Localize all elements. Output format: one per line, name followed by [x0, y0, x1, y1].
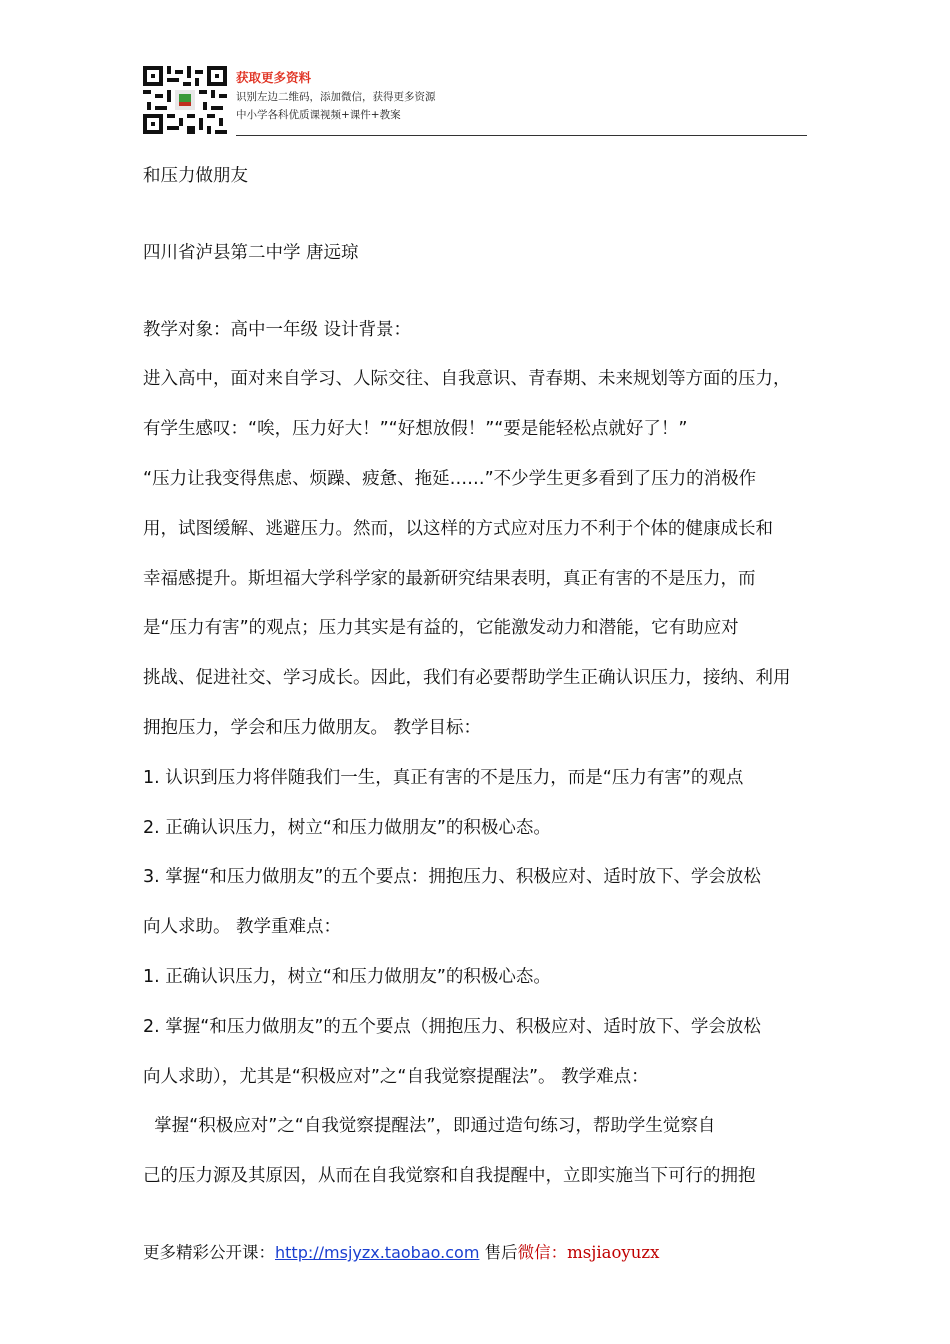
footer-prefix: 更多精彩公开课：: [143, 1243, 275, 1262]
text-line: “压力让我变得焦虑、烦躁、疲惫、拖延……”不少学生更多看到了压力的消极作: [143, 468, 757, 489]
header-line-1: 识别左边二维码，添加微信，获得更多资源: [236, 91, 436, 103]
header-title: 获取更多资料: [236, 70, 312, 85]
shop-link[interactable]: http://msjyzx.taobao.com: [275, 1243, 480, 1262]
text-line: 向人求助），尤其是“积极应对”之“自我觉察提醒法”。 教学难点：: [143, 1066, 649, 1087]
text-line: 掌握“积极应对”之“自我觉察提醒法”，即通过造句练习，帮助学生觉察自: [143, 1116, 716, 1137]
page-footer: [143, 1239, 659, 1263]
text-line: 3. 掌握“和压力做朋友”的五个要点：拥抱压力、积极应对、适时放下、学会放松: [143, 867, 761, 888]
header-text: [236, 70, 436, 123]
footer-wechat-id: msjiaoyuzx: [567, 1243, 660, 1262]
document-body: [143, 152, 813, 1202]
text-line: 向人求助。 教学重难点：: [143, 917, 342, 938]
text-line: 进入高中，面对来自学习、人际交往、自我意识、青春期、未来规划等方面的压力，: [143, 369, 791, 390]
page-header: [143, 62, 807, 136]
text-line: 1. 认识到压力将伴随我们一生，真正有害的不是压力，而是“压力有害”的观点: [143, 767, 744, 788]
text-line: 教学对象：高中一年级 设计背景：: [143, 319, 412, 340]
text-line: 用，试图缓解、逃避压力。然而，以这样的方式应对压力不利于个体的健康成长和: [143, 518, 773, 539]
text-line: 1. 正确认识压力，树立“和压力做朋友”的积极心态。: [143, 966, 551, 987]
text-line: 拥抱压力，学会和压力做朋友。 教学目标：: [143, 717, 482, 738]
text-line: 2. 正确认识压力，树立“和压力做朋友”的积极心态。: [143, 817, 551, 838]
text-line: 是“压力有害”的观点；压力其实是有益的，它能激发动力和潜能，它有助应对: [143, 618, 739, 639]
footer-after-sale: 售后: [479, 1243, 518, 1262]
document-title: 和压力做朋友: [143, 166, 248, 186]
text-line: 有学生感叹：“唉，压力好大！”“好想放假！”“要是能轻松点就好了！”: [143, 419, 688, 440]
header-divider: [236, 135, 807, 136]
text-line: 2. 掌握“和压力做朋友”的五个要点（拥抱压力、积极应对、适时放下、学会放松: [143, 1016, 761, 1037]
text-line: 己的压力源及其原因，从而在自我觉察和自我提醒中，立即实施当下可行的拥抱: [143, 1166, 756, 1187]
text-line: 挑战、促进社交、学习成长。因此，我们有必要帮助学生正确认识压力，接纳、利用: [143, 668, 791, 689]
qr-code-icon: [143, 66, 227, 134]
footer-wechat-label: 微信：: [517, 1243, 568, 1262]
header-line-2: 中小学各科优质课视频+课件+教案: [236, 109, 401, 121]
text-line: 幸福感提升。斯坦福大学科学家的最新研究结果表明，真正有害的不是压力，而: [143, 568, 756, 589]
document-author: 四川省泸县第二中学 唐远琼: [143, 242, 359, 263]
